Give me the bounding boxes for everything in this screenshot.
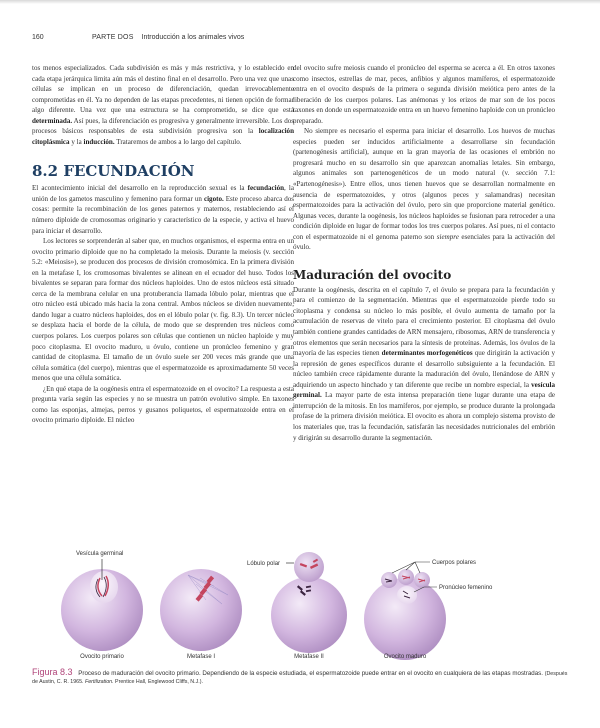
running-head xyxy=(32,34,244,41)
right-column xyxy=(293,63,555,443)
paragraph: No siempre es necesario el esperma para iniciar el desarrollo. Los huevos de muchas especies pueden ser inducidos artificialmente a desarrollarse sin fecundación (partenogénesis artificial), aunque en la gran mayoría de las ocasiones el embrión no progresará mucho en su desarrollo sin que aparezcan anomalías letales. Sin embargo, algunos animales son partenogenéticos de un modo natural (v. sección 7.1: «Partenogénesis»). Entre ellos, unos tienen huevos que se desarrollan normalmente en ausencia de espermatozoides, y otros (algunos peces y salamandras) necesitan espermatozoides para la activación del óvulo, pero sin que proporcione material genético. Algunas veces, durante la oogénesis, los núcleos haploides se fusionan para retroceder a una condición diploide en lugar de formar todos los tres cuerpos polares. Así pues, ni el contacto con el espermatozoide ni el genoma paterno son siempre esenciales para la activación del óvulo. xyxy=(293,127,555,252)
caption-credit: (Después de Austin, C. R. 1965. Fertilization. Prentice Hall, Englewood Cliffs, N.J.). xyxy=(32,671,568,686)
term-localizacion: localización citoplásmica xyxy=(32,127,294,146)
paragraph: El acontecimiento inicial del desarrollo en la reproducción sexual es la fecundación, la unión de los gametos masculino y femenino para formar un cigoto. Este proceso abarca dos cosas: permite la recombinación de los genes paternos y maternos, restableciendo así el número diploide de cromosomas originario y característico de la especie, y activa el huevo para iniciar el desarrollo. xyxy=(32,184,294,235)
term-fecundacion: fecundación xyxy=(247,184,285,193)
stage-metafase-i xyxy=(160,569,242,651)
stage-ovocito-maduro xyxy=(364,560,493,660)
part-title: Introducción a los animales vivos xyxy=(141,34,245,41)
stage-label: Ovocito primario xyxy=(80,654,124,660)
left-column xyxy=(32,63,294,426)
paragraph: Los lectores se sorprenderán al saber que, en muchos organismos, el esperma entra en un ovocito primario diploide que no ha completado la meiosis. Durante la meiosis (v. sección 5.2: «Meiosis»), se producen dos procesos de división cromosómica. En la primera división en la metafase I, los cromosomas bivalentes se alinean en el ecuador del huso. Todos los bivalentes se separan para formar dos núcleos haploides. Uno de estos núcleos está situado cerca de la membrana celular en una protuberancia llamada lóbulo polar, mientras que el otro núcleo está ubicado más hacia la zona central. Ambos núcleos se dividen nuevamente, dando lugar a cuatro núcleos haploides, dos en el lóbulo polar (v. fig. 8.3). Un tercer núcleo se desplaza hacia el borde de la célula, de modo que se desprenden tres núcleos como cuerpos polares. Los cuerpos polares son células que contienen un núcleo haploide y muy poco citoplasma. El ovocito maduro, u óvulo, contiene un pronúcleo femenino y gran cantidad de citoplasma. El tamaño de un óvulo suele ser 200 veces más grande que una célula somática (del cuerpo), mientras que el espermatozoide es aproximadamente 50 veces menos que una célula somática. xyxy=(32,237,294,383)
paragraph: tos menos especializados. Cada subdivisión es más y más restrictiva, y lo establecido en cada etapa jerárquica limita aún más el destino final en el desarrollo. Pero una vez que unas células se implican en un proceso de diferenciación, quedan irrevocablemente comprometidas en él. Ya no dependen de las etapas precedentes, ni tienen opción de formar algo diferente. Una vez que una estructura se ha comprometido, se dice que está determinada. Así pues, la diferenciación es progresiva y generalmente irreversible. Los dos procesos básicos responsables de esta subdivisión progresiva son la localización citoplásmica y la inducción. Trataremos de ambos a lo largo del capítulo. xyxy=(32,64,294,146)
paragraph: ¿En qué etapa de la oogénesis entra el espermatozoide en el ovocito? La respuesta a esta pregunta varía según las especies y no se muestra un patrón evolutivo simple. En taxones como las esponjas, almejas, perros y gusanos poliquetos, el espermatozoide entra en el ovocito primario diploide. El núcleo xyxy=(32,384,294,425)
term-determinada: determinada. xyxy=(32,116,73,125)
figure-8-3 xyxy=(0,520,600,660)
stage-ovocito-primario xyxy=(61,551,143,651)
paragraph: Durante la oogénesis, descrita en el capítulo 7, el óvulo se prepara para la fecundación y para el comienzo de la segmentación. Mientras que el espermatozoide pierde todo su citoplasma y condensa su núcleo lo más posible, el óvulo aumenta de tamaño por la acumulación de reservas de vitelo para el crecimiento posterior. El citoplasma del óvulo también contiene grandes cantidades de ARN mensajero, ribosomas, ARN de transferencia y otros elementos que serán necesarios para la síntesis de proteínas. Además, los óvulos de la mayoría de las especies tienen determinantes morfogenéticos que dirigirán la activación y la represión de genes específicos durante el desarrollo subsiguiente a la fecundación. El núcleo también crece rápidamente durante la maduración del óvulo, llenándose de ARN y adquiriendo un aspecto hinchado y tan diferente que recibe un nombre especial, la vesícula germinal. La mayor parte de esta intensa preparación tiene lugar durante una etapa de interrupción de la mitosis. En los mamíferos, por ejemplo, se produce durante la prolongada profase de la primera división meiótica. El ovocito es ahora un complejo sistema provisto de los materiales que, tras la fecundación, satisfarán las necesidades nutricionales del embrión y dirigirán su desarrollo durante la segmentación. xyxy=(293,285,556,442)
page-edge-shadow xyxy=(0,0,600,4)
figure-caption xyxy=(32,668,572,686)
label-lobulo-polar: Lóbulo polar xyxy=(247,561,281,567)
stage-metafase-ii xyxy=(247,552,347,653)
subsection-heading: Maduración del ovocito xyxy=(293,267,452,282)
label-pronucleo-femenino: Pronúcleo femenino xyxy=(439,585,493,591)
part-label: PARTE DOS xyxy=(91,34,134,41)
stage-label: Ovocito maduro xyxy=(383,654,427,660)
section-heading: 8.2 FECUNDACIÓN xyxy=(32,162,195,181)
term-cigoto: cigoto. xyxy=(203,194,224,203)
term-determinantes: determinantes morfogenéticos xyxy=(381,349,473,358)
term-induccion: inducción. xyxy=(83,137,115,146)
emphasis-siempre: siempre xyxy=(436,232,459,241)
stage-label: Metafase I xyxy=(186,654,216,660)
oocyte-maturation-illustration xyxy=(0,520,600,660)
figure-number: Figura 8.3 xyxy=(32,667,73,677)
label-cuerpos-polares: Cuerpos polares xyxy=(432,560,477,566)
caption-text: Proceso de maduración del ovocito primario. Dependiendo de la especie estudiada, el espermatozoide puede entrar en el ovocito en cualquiera de las etapas mostradas. xyxy=(78,670,543,677)
page-number: 160 xyxy=(32,34,44,41)
label-vesicula-germinal: Vesícula germinal xyxy=(76,551,124,557)
term-vesicula: vesícula germinal. xyxy=(293,380,555,400)
cell-body xyxy=(271,577,347,653)
germinal-vesicle xyxy=(90,571,118,603)
stage-label: Metafase II xyxy=(294,654,324,660)
paragraph: del ovocito sufre meiosis cuando el pronúcleo del esperma se acerca a él. En otros taxones como insectos, estrellas de mar, peces, anfibios y algunos mamíferos, el espermatozoide entra en el ovocito después de la primera o segunda división meiótica pero antes de la liberación de los cuerpos polares. Las anémonas y los erizos de mar son de los pocos taxones en donde un espermatozoide entra en un huevo femenino haploide con un pronúcleo preparado. xyxy=(293,64,555,125)
female-pronucleus xyxy=(397,586,417,604)
polar-lobe xyxy=(294,552,324,582)
